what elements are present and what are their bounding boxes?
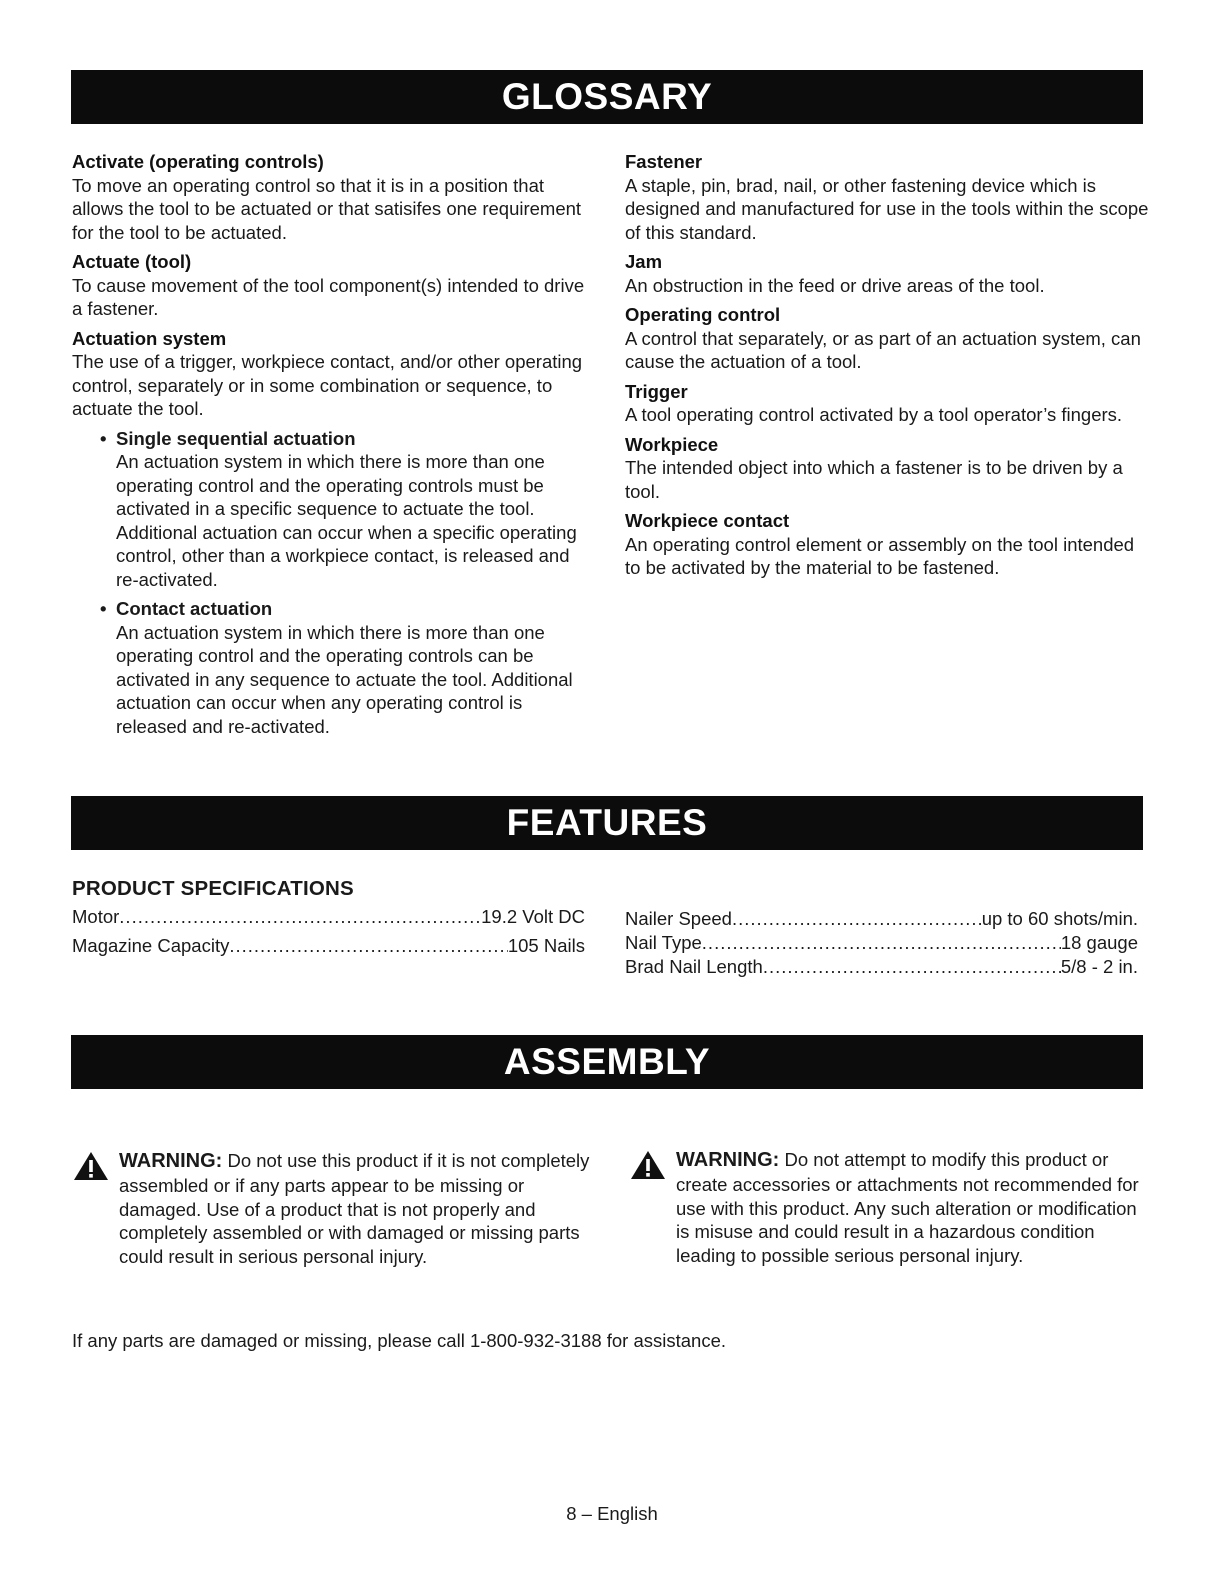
warning-label: WARNING:	[676, 1149, 780, 1171]
spec-value: 5/8 - 2 in.	[1060, 956, 1138, 977]
warning-body	[73, 1149, 593, 1269]
term-contact-actuation: Contact actuation	[116, 598, 273, 619]
spec-value: up to 60 shots/min.	[981, 908, 1138, 929]
term-trigger: Trigger	[625, 380, 688, 402]
term-operating-control: Operating control	[625, 304, 781, 325]
spec-value: 19.2 Volt DC	[481, 906, 585, 927]
spec-row-nail-type	[625, 931, 1138, 955]
leader-dots	[763, 955, 1061, 979]
term-actuate: Actuate (tool)	[72, 251, 192, 272]
definition-jam: An obstruction in the feed or drive areas of the tool.	[625, 274, 1045, 296]
definition-activate: To move an operating control so that it is in a position that allows the tool to be actuated or that satisifes one requirement for the tool to be actuated.	[72, 174, 582, 243]
warning-incomplete-assembly	[73, 1149, 593, 1269]
warning-triangle-icon	[630, 1150, 666, 1186]
bullet-icon: •	[100, 598, 107, 619]
term-actuation-system: Actuation system	[72, 327, 227, 349]
leader-dots	[229, 934, 508, 958]
term-activate: Activate (operating controls)	[72, 151, 324, 172]
warning-body	[630, 1148, 1140, 1268]
leader-dots	[119, 905, 481, 929]
definition-fastener: A staple, pin, brad, nail, or other fastening device which is designed and manufactured for use in the tools within the scope of this standard.	[625, 174, 1149, 243]
spec-label: Motor	[72, 906, 120, 927]
definition-workpiece: The intended object into which a fastener is to be driven by a tool.	[625, 457, 1123, 502]
glossary-left-column	[72, 150, 592, 744]
term-workpiece: Workpiece	[625, 433, 719, 455]
product-specifications-heading: PRODUCT SPECIFICATIONS	[72, 877, 354, 900]
subitem-contact-actuation	[72, 597, 592, 738]
warning-text: Do not attempt to modify this product or create accessories or attachments not recommended for use with this product. Any such alteration or modification is misuse and could result in a hazardous condition leading to possible serious personal injury.	[676, 1149, 1139, 1267]
spec-label: Brad Nail Length	[625, 956, 763, 977]
definition-actuation-system: The use of a trigger, workpiece contact, and/or other operating control, separately or in some combination or sequence, to actuate the tool.	[72, 351, 583, 419]
features-heading: FEATURES	[71, 796, 1143, 850]
spec-row-nailer-speed	[625, 907, 1138, 931]
spec-label: Magazine Capacity	[72, 935, 230, 956]
bullet-icon: •	[100, 427, 107, 449]
definition-single-sequential-actuation: An actuation system in which there is more than one operating control and the operating controls must be activated in a specific sequence to actuate the tool. Additional actuation can occur when a specific operating control, other than a workpiece contact, is released and re-activated.	[116, 451, 577, 590]
definition-trigger: A tool operating control activated by a tool operator’s fingers.	[625, 404, 1123, 425]
term-workpiece-contact: Workpiece contact	[625, 510, 790, 531]
spec-list-left	[72, 905, 585, 963]
glossary-heading: GLOSSARY	[71, 70, 1143, 124]
leader-dots	[732, 907, 982, 931]
definition-contact-actuation: An actuation system in which there is more than one operating control and the operating controls can be activated in any sequence to actuate the tool. Additional actuation can occur when any operating control is released and re-activated.	[116, 621, 573, 737]
spec-label: Nail Type	[625, 932, 702, 953]
warning-label: WARNING:	[119, 1150, 223, 1172]
subitem-single-sequential	[72, 427, 592, 592]
spec-row-motor	[72, 905, 585, 929]
spec-value: 105 Nails	[507, 935, 585, 956]
spec-label: Nailer Speed	[625, 908, 732, 929]
assistance-note: If any parts are damaged or missing, please call 1-800-932-3188 for assistance.	[72, 1330, 727, 1351]
definition-operating-control: A control that separately, or as part of an actuation system, can cause the actuation of a tool.	[625, 327, 1141, 372]
spec-list-right	[625, 907, 1138, 979]
leader-dots	[702, 931, 1061, 955]
page-number: 8 – English	[566, 1503, 658, 1524]
spec-row-magazine-capacity	[72, 934, 585, 958]
term-jam: Jam	[625, 251, 663, 272]
warning-modification	[630, 1148, 1140, 1268]
definition-workpiece-contact: An operating control element or assembly on the tool intended to be activated by the material to be fastened.	[625, 533, 1135, 578]
term-fastener: Fastener	[625, 151, 703, 172]
glossary-right-column	[625, 150, 1150, 586]
definition-actuate: To cause movement of the tool component(s) intended to drive a fastener.	[72, 274, 585, 319]
assembly-heading: ASSEMBLY	[71, 1035, 1143, 1089]
spec-row-brad-nail-length	[625, 955, 1138, 979]
warning-triangle-icon	[73, 1151, 109, 1187]
term-single-sequential-actuation: Single sequential actuation	[116, 427, 356, 449]
warning-text: Do not use this product if it is not completely assembled or if any parts appear to be missing or damaged. Use of a product that is not properly and completely assembled or with damaged or missing parts could result in serious personal injury.	[119, 1150, 590, 1268]
spec-value: 18 gauge	[1060, 932, 1138, 953]
